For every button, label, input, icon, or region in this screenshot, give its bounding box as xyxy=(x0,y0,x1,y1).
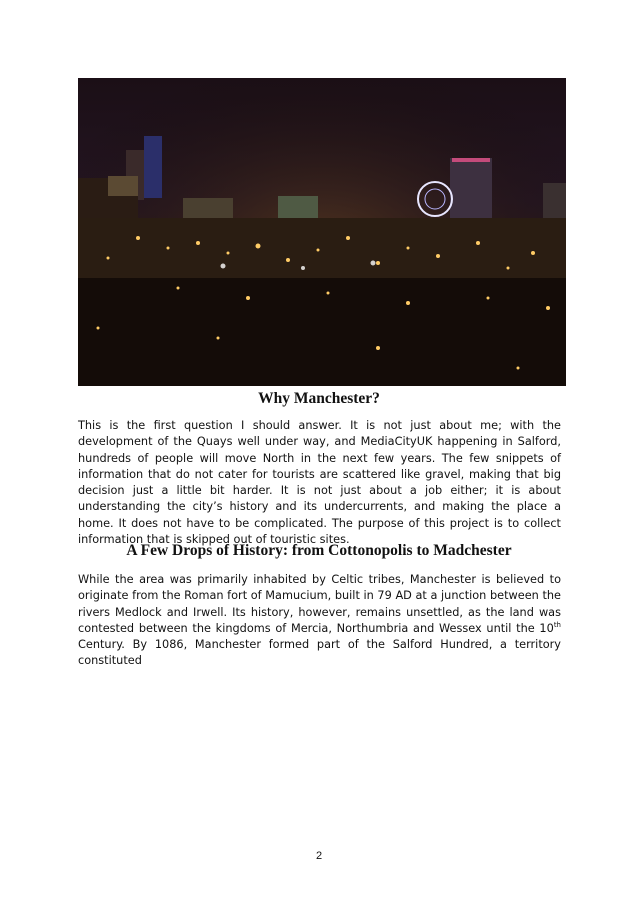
history-text-part2: Century. By 1086, Manchester formed part of the Salford Hundred, a territory constituted xyxy=(78,638,561,668)
history-subheading: A Few Drops of History: from Cottonopolis to Madchester xyxy=(126,542,512,559)
history-paragraph xyxy=(78,572,561,670)
page-number: 2 xyxy=(315,850,323,862)
city-night-photo xyxy=(78,78,566,386)
intro-paragraph: This is the first question I should answer. It is not just about me; with the development of the Quays well under way, and MediaCityUK happening in Salford, hundreds of people will move North in the next few years. The few snippets of information that do not cater for tourists are scattered like gravel, making that big decision just a little bit harder. It is not just about a job either; it is about understanding the city’s history and its undercurrents, and making the place a home. It does not have to be complicated. The purpose of this project is to collect information that is skipped out of touristic sites. xyxy=(78,419,561,547)
section-heading: Why Manchester? xyxy=(258,390,380,407)
history-text-part1: While the area was primarily inhabited by Celtic tribes, Manchester is believed to originate from the Roman fort of Mamucium, built in 79 AD at a junction between the rivers Medlock and Irwell. Its history, however, remains unsettled, as the land was contested between the kingdoms of Mercia, Northumbria and Wessex until the 10 xyxy=(78,573,561,635)
ordinal-suffix: th xyxy=(553,621,561,630)
